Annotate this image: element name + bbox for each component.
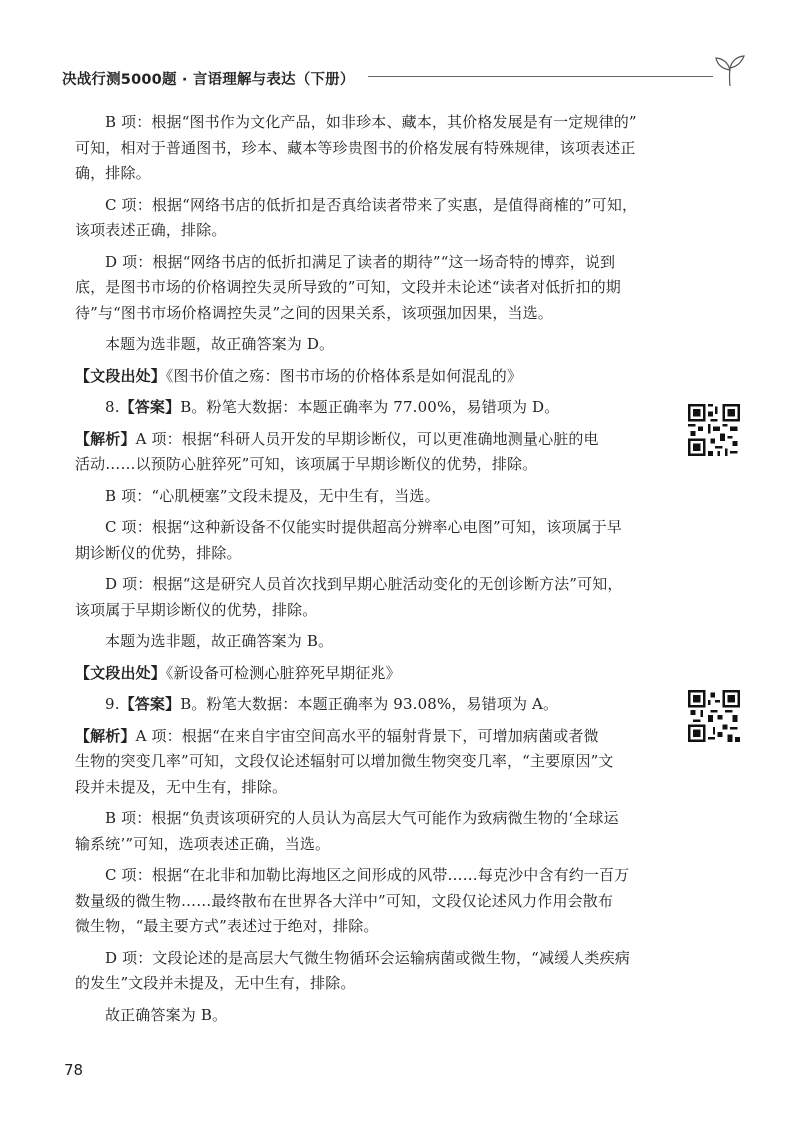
header-rule xyxy=(368,76,713,77)
q7-option-b-cont: 可知，相对于普通图书，珍本、藏本等珍贵图书的价格发展有特殊规律，该项表述正 xyxy=(75,138,636,157)
source-title: 《图书价值之殇：图书市场的价格体系是如何混乱的》 xyxy=(165,366,523,385)
q8-option-d-cont: 该项属于早期诊断仪的优势，排除。 xyxy=(75,600,318,619)
q8-option-b: B 项：“心肌梗塞”文段未提及，无中生有，当选。 xyxy=(105,486,440,505)
question-number: 8. xyxy=(105,398,120,416)
analysis-tag: 【解析】 xyxy=(75,726,136,745)
analysis-text: A 项：根据“在来自宇宙空间高水平的辐射背景下，可增加病菌或者微 xyxy=(135,726,599,745)
analysis-text: A 项：根据“科研人员开发的早期诊断仪，可以更准确地测量心脏的电 xyxy=(135,429,599,448)
q8-answer xyxy=(75,395,670,421)
q9-option-c-cont: 微生物，“最主要方式”表述过于绝对，排除。 xyxy=(75,917,379,935)
q9-option-a-cont: 生物的突变几率”可知，文段仅论述辐射可以增加微生物突变几率，“主要原因”文 xyxy=(75,752,614,770)
q7-option-c: C 项：根据“网络书店的低折扣是否真给读者带来了实惠，是值得商榷的”可知， xyxy=(105,195,638,214)
page-content xyxy=(75,110,670,1028)
q8-analysis xyxy=(75,427,670,453)
q7-conclusion: 本题为选非题，故正确答案为 D。 xyxy=(105,335,335,353)
q9-option-a-cont: 段并未提及，无中生有，排除。 xyxy=(75,777,288,796)
q7-option-b-cont: 确，排除。 xyxy=(75,164,151,182)
q9-option-b-cont: 输系统’”可知，选项表述正确，当选。 xyxy=(75,834,331,853)
q7-option-d: D 项：根据“网络书店的低折扣满足了读者的期待”“这一场奇特的博弈，说到 xyxy=(105,252,616,271)
q9-answer xyxy=(75,692,670,718)
qr-code-icon[interactable] xyxy=(688,404,740,456)
q9-option-d: D 项：文段论述的是高层大气微生物循环会运输病菌或微生物，“减缓人类疾病 xyxy=(105,948,630,967)
source-title: 《新设备可检测心脏猝死早期征兆》 xyxy=(165,663,401,682)
q9-option-c: C 项：根据“在北非和加勒比海地区之间形成的风带……每克沙中含有约一百万 xyxy=(105,866,630,884)
q9-analysis xyxy=(75,724,670,750)
answer-text: B。粉笔大数据：本题正确率为 77.00%，易错项为 D。 xyxy=(180,398,560,416)
q7-option-c-cont: 该项表述正确，排除。 xyxy=(75,221,227,239)
q8-source xyxy=(75,661,670,687)
answer-tag: 【答案】 xyxy=(119,695,181,713)
q9-option-b: B 项：根据“负责该项研究的人员认为高层大气可能作为致病微生物的‘全球运 xyxy=(105,809,619,827)
q8-option-d: D 项：根据“这是研究人员首次找到早期心脏活动变化的无创诊断方法”可知， xyxy=(105,575,623,593)
answer-text: B。粉笔大数据：本题正确率为 93.08%，易错项为 A。 xyxy=(180,695,559,713)
source-tag: 【文段出处】 xyxy=(75,663,166,682)
q7-option-d-cont: 待”与“图书市场价格调控失灵”之间的因果关系，该项强加因果，当选。 xyxy=(75,303,553,322)
question-number: 9. xyxy=(105,695,120,713)
q9-conclusion: 故正确答案为 B。 xyxy=(105,1005,228,1024)
sprout-icon xyxy=(710,54,750,88)
q7-option-b: B 项：根据“图书作为文化产品，如非珍本、藏本，其价格发展是有一定规律的” xyxy=(105,113,637,131)
q8-option-c-cont: 期诊断仪的优势，排除。 xyxy=(75,543,242,562)
q8-option-c: C 项：根据“这种新设备不仅能实时提供超高分辨率心电图”可知，该项属于早 xyxy=(105,518,622,536)
source-tag: 【文段出处】 xyxy=(75,366,166,385)
q7-source xyxy=(75,364,670,390)
page-number: 78 xyxy=(64,1061,84,1079)
q9-option-d-cont: 的发生”文段并未提及，无中生有，排除。 xyxy=(75,974,356,992)
running-header: 决战行测5000题 · 言语理解与表达（下册） xyxy=(62,72,355,88)
q8-option-a-cont: 活动……以预防心脏猝死”可知，该项属于早期诊断仪的优势，排除。 xyxy=(75,455,538,473)
q9-option-c-cont: 数量级的微生物……最终散布在世界各大洋中”可知，文段仅论述风力作用会散布 xyxy=(75,891,614,910)
q8-conclusion: 本题为选非题，故正确答案为 B。 xyxy=(105,632,334,650)
q7-option-d-cont: 底，是图书市场的价格调控失灵所导致的”可知，文段并未论述“读者对低折扣的期 xyxy=(75,278,621,296)
analysis-tag: 【解析】 xyxy=(75,429,136,448)
qr-code-icon[interactable] xyxy=(688,690,740,742)
answer-tag: 【答案】 xyxy=(119,398,181,416)
